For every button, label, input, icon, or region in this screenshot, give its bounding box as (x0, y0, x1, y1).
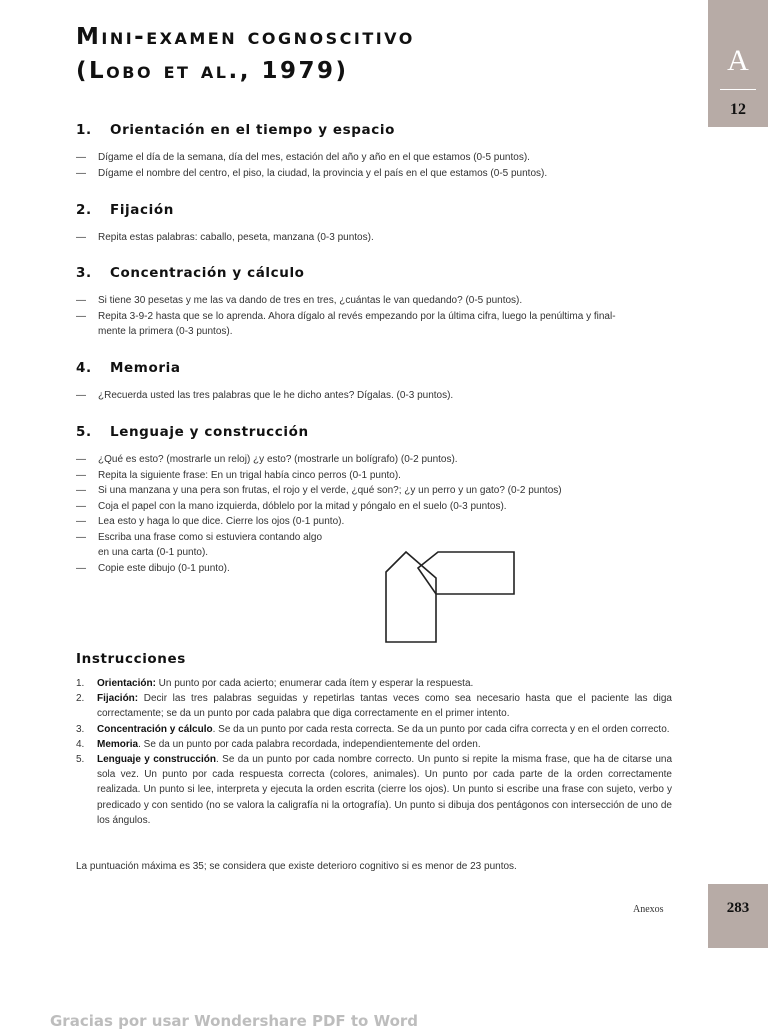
instructions-list (76, 676, 672, 828)
section-items (76, 388, 676, 404)
list-item: — ¿Recuerda usted las tres palabras que le he dicho antes? Dígalas. (0-3 puntos). (76, 388, 676, 404)
right-pentagon (418, 552, 514, 594)
instruction-number: 5. (76, 754, 85, 766)
list-item: — Lea esto y haga lo que dice. Cierre los ojos (0-1 punto). (76, 514, 676, 530)
section-heading (76, 202, 676, 218)
section-number: 2. (76, 202, 92, 218)
section-title: Fijación (110, 202, 174, 218)
instruction-text: . Se da un punto por cada nombre correcto. Un punto si repite la misma frase, que ha de citarse una sola vez. Un punto por cada respuesta correcta (colores, animales). Un punto por cada parte de la orden correctamente realizada. Un punto si lee, interpreta y ejecuta la orden escrita (cierre los ojos). Un punto si escribe una frase con sujeto, verbo y predicado y con sentido (no se valora la caligrafía ni la ortografía). Un punto si dibuja dos pentágonos con intersección de uno de los ángulos. (97, 754, 673, 826)
appendix-letter: A (727, 44, 749, 77)
section-number: 1. (76, 122, 92, 138)
instruction-number: 2. (76, 693, 85, 705)
instructions-heading: Instrucciones (76, 651, 186, 667)
list-item: — Escriba una frase como si estuviera contando algo (76, 530, 676, 546)
section-number: 3. (76, 265, 92, 281)
list-item: — Si una manzana y una pera son frutas, el rojo y el verde, ¿qué son?; ¿y un perro y un gato? (0-2 puntos) (76, 483, 676, 499)
section-heading (76, 360, 676, 376)
instruction-number: 4. (76, 738, 85, 750)
instruction-item (76, 691, 672, 721)
list-item: — Coja el papel con la mano izquierda, dóblelo por la mitad y póngalo en el suelo (0-3 puntos). (76, 499, 676, 515)
section-title: Memoria (110, 360, 181, 376)
instruction-item (76, 722, 672, 737)
list-item: — Si tiene 30 pesetas y me las va dando de tres en tres, ¿cuántas le van quedando? (0-5 puntos). (76, 293, 676, 309)
page-number-tab (708, 884, 768, 948)
list-item: — Repita estas palabras: caballo, peseta, manzana (0-3 puntos). (76, 230, 676, 246)
tab-divider (720, 89, 756, 90)
section-orientacion (76, 122, 676, 181)
instruction-item (76, 752, 672, 828)
list-item: — Repita la siguiente frase: En un trigal había cinco perros (0-1 punto). (76, 468, 676, 484)
instruction-item (76, 737, 672, 752)
section-number: 4. (76, 360, 92, 376)
document-title (76, 20, 415, 88)
section-heading (76, 265, 676, 281)
instruction-text: . Se da un punto por cada resta correcta. Se da un punto por cada cifra correcta y en el orden correcto. (212, 723, 670, 735)
instruction-label: Concentración y cálculo (97, 723, 213, 735)
running-footer: Anexos (633, 904, 664, 915)
section-title: Orientación en el tiempo y espacio (110, 122, 395, 138)
instruction-label: Orientación: (97, 678, 156, 689)
max-score-note: La puntuación máxima es 35; se considera que existe deterioro cognitivo si es menor de 23 puntos. (76, 861, 517, 872)
instruction-label: Fijación: (97, 693, 139, 705)
instruction-text: Un punto por cada acierto; enumerar cada ítem y esperar la respuesta. (155, 678, 474, 689)
section-concentracion (76, 265, 676, 340)
converter-watermark: Gracias por usar Wondershare PDF to Word (50, 1012, 419, 1030)
instruction-text: Decir las tres palabras seguidas y repetirlas tantas veces como sea necesario hasta que el paciente las diga correctamente; se da un punto por cada palabra que diga correctamente en el primer intento. (97, 693, 672, 720)
instruction-item (76, 676, 672, 691)
instruction-label: Memoria (97, 738, 139, 750)
section-heading (76, 424, 676, 440)
section-memoria (76, 360, 676, 404)
instruction-number: 1. (76, 678, 85, 689)
chapter-number: 12 (730, 101, 746, 118)
section-title: Lenguaje y construcción (110, 424, 309, 440)
instruction-label: Lenguaje y construcción (97, 754, 216, 766)
list-item: — Dígame el nombre del centro, el piso, la ciudad, la provincia y el país en el que estamos (0-5 puntos). (76, 166, 676, 182)
list-item: — Dígame el día de la semana, día del mes, estación del año y año en el que estamos (0-5 puntos). (76, 150, 676, 166)
section-number: 5. (76, 424, 92, 440)
section-fijacion (76, 202, 676, 246)
section-items (76, 293, 676, 340)
instruction-number: 3. (76, 723, 85, 735)
list-item: — Repita 3-9-2 hasta que se lo aprenda. Ahora dígalo al revés empezando por la última cifra, luego la penúltima y final- (76, 309, 676, 325)
list-item-continuation: en una carta (0-1 punto). (98, 547, 209, 558)
page-number: 283 (726, 900, 750, 916)
section-items (76, 452, 676, 576)
list-item: — ¿Qué es esto? (mostrarle un reloj) ¿y esto? (mostrarle un bolígrafo) (0-2 puntos). (76, 452, 676, 468)
list-item: — Copie este dibujo (0-1 punto). (76, 561, 676, 577)
instruction-text: . Se da un punto por cada palabra recordada, independientemente del orden. (138, 738, 481, 750)
left-pentagon (386, 552, 436, 642)
section-lenguaje (76, 424, 676, 576)
section-heading (76, 122, 676, 138)
intersecting-pentagons-figure (384, 550, 516, 646)
list-item-continuation: mente la primera (0-3 puntos). (98, 326, 233, 337)
section-items (76, 230, 676, 246)
section-items (76, 150, 676, 181)
section-title: Concentración y cálculo (110, 265, 305, 281)
chapter-tab (708, 0, 768, 127)
title-line-2: (Lobo et al., 1979) (76, 58, 349, 84)
title-line-1: Mini-examen cognoscitivo (76, 24, 415, 50)
